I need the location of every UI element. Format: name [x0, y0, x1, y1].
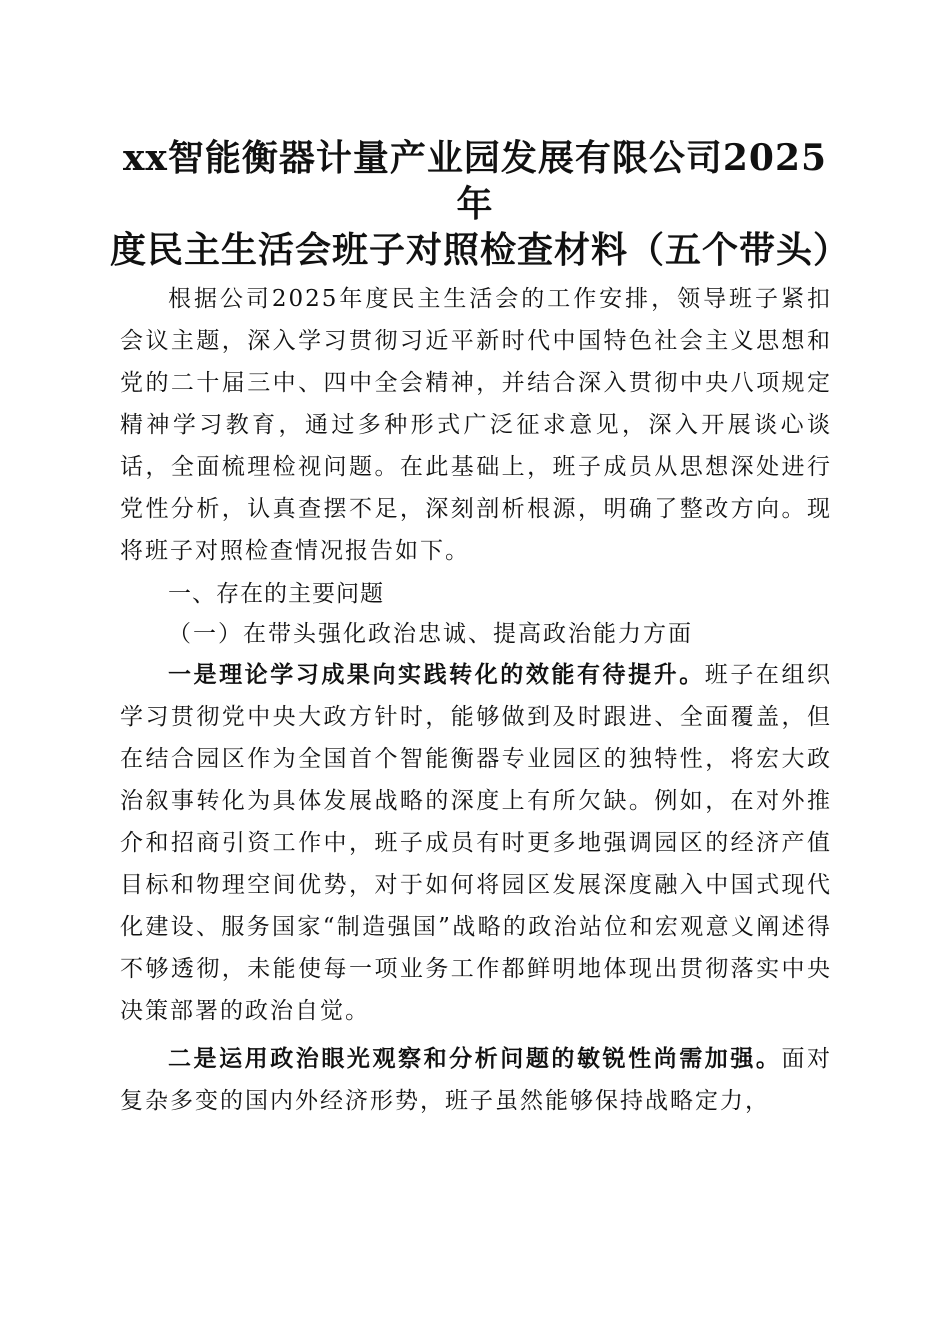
intro-paragraph: 根据公司2025年度民主生活会的工作安排，领导班子紧扣会议主题，深入学习贯彻习近平新时代中国特色社会主义思想和党的二十届三中、四中全会精神，并结合深入贯彻中央八项规定精神学习教育，通过多种形式广泛征求意见，深入开展谈心谈话，全面梳理检视问题。在此基础上，班子成员从思想深处进行党性分析，认真查摆不足，深刻剖析根源，明确了整改方向。现将班子对照检查情况报告如下。 [120, 286, 832, 564]
point-1-text: 班子在组织学习贯彻党中央大政方针时，能够做到及时跟进、全面覆盖，但在结合园区作为全国首个智能衡器专业园区的独特性，将宏大政治叙事转化为具体发展战略的深度上有所欠缺。例如，在对外推介和招商引资工作中，班子成员有时更多地强调园区的经济产值目标和物理空间优势，对于如何将园区发展深度融入中国式现代化建设、服务国家“制造强国”战略的政治站位和宏观意义阐述得不够透彻，未能使每一项业务工作都鲜明地体现出贯彻落实中央决策部署的政治自觉。 [120, 662, 833, 1024]
point-paragraph-2 [120, 1038, 832, 1122]
subsection-heading: （一）在带头强化政治忠诚、提高政治能力方面 [168, 621, 693, 647]
point-paragraph-1 [120, 654, 832, 1032]
section-heading: 一、存在的主要问题 [168, 581, 384, 607]
document-body [120, 278, 832, 1122]
point-2-text: 面对复杂多变的国内外经济形势，班子虽然能够保持战略定力， [120, 1046, 833, 1114]
document-title [110, 135, 851, 273]
point-1-lead: 一是理论学习成果向实践转化的效能有待提升。 [168, 661, 705, 688]
point-2-lead: 二是运用政治眼光观察和分析问题的敏锐性尚需加强。 [168, 1045, 782, 1072]
title-line-2: 度民主生活会班子对照检查材料（五个带头） [110, 229, 851, 271]
title-line-1: xx智能衡器计量产业园发展有限公司2025年 [122, 137, 828, 225]
